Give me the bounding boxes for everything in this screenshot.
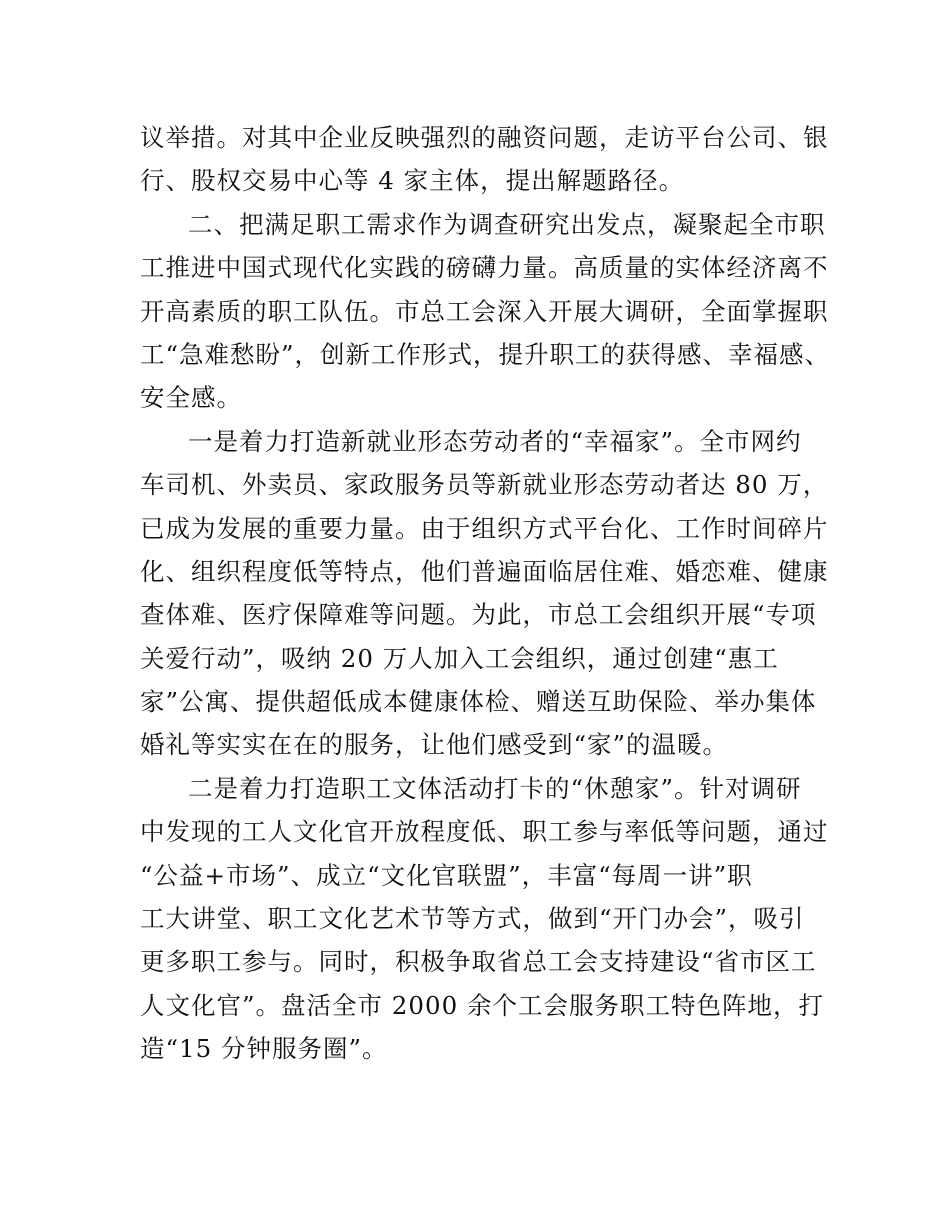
text-line-18: “公益+市场”、成立“文化官联盟”，丰富“每周一讲”职	[140, 860, 753, 890]
text-line-17: 中发现的工人文化官开放程度低、职工参与率低等问题，通过	[140, 817, 829, 847]
text-line-15: 婚礼等实实在在的服务，让他们感受到“家”的温暖。	[140, 730, 729, 760]
text-line-14: 家”公寓、提供超低成本健康体检、赠送互助保险、举办集体	[140, 687, 817, 717]
text-line-1: 议举措。对其中企业反映强烈的融资问题，走访平台公司、银	[140, 123, 829, 152]
text-line-7: 安全感。	[140, 383, 242, 413]
text-line-13: 关爱行动”，吸纳 20 万人加入工会组织，通过创建“惠工	[140, 643, 779, 673]
section-heading-2: 二、把满足职工需求作为调查研究出发点，凝聚起全市职	[188, 209, 826, 239]
text-line-2: 行、股权交易中心等 4 家主体，提出解题路径。	[140, 166, 685, 196]
text-line-20: 更多职工参与。同时，积极争取省总工会支持建设“省市区工	[140, 947, 817, 977]
paragraph-start-happy-home: 一是着力打造新就业形态劳动者的“幸福家”。全市网约	[188, 426, 802, 456]
text-line-5: 开高素质的职工队伍。市总工会深入开展大调研，全面掌握职	[140, 296, 829, 326]
text-line-4: 工推进中国式现代化实践的磅礴力量。高质量的实体经济离不	[140, 253, 829, 283]
text-line-21: 人文化官”。盘活全市 2000 余个工会服务职工特色阵地，打	[140, 990, 824, 1020]
text-line-9: 车司机、外卖员、家政服务员等新就业形态劳动者达 80 万，	[140, 470, 829, 500]
text-line-22: 造“15 分钟服务圈”。	[140, 1034, 388, 1064]
text-line-19: 工大讲堂、职工文化艺术节等方式，做到“开门办会”，吸引	[140, 904, 805, 934]
text-line-11: 化、组织程度低等特点，他们普遍面临居住难、婚恋难、健康	[140, 556, 829, 586]
text-line-6: 工“急难愁盼”，创新工作形式，提升职工的获得感、幸福感、	[140, 339, 831, 369]
text-line-10: 已成为发展的重要力量。由于组织方式平台化、工作时间碎片	[140, 513, 829, 543]
paragraph-start-rest-home: 二是着力打造职工文体活动打卡的“休憩家”。针对调研	[188, 773, 802, 803]
document-body	[140, 116, 830, 1071]
text-line-12: 查体难、医疗保障难等问题。为此，市总工会组织开展“专项	[140, 600, 817, 630]
